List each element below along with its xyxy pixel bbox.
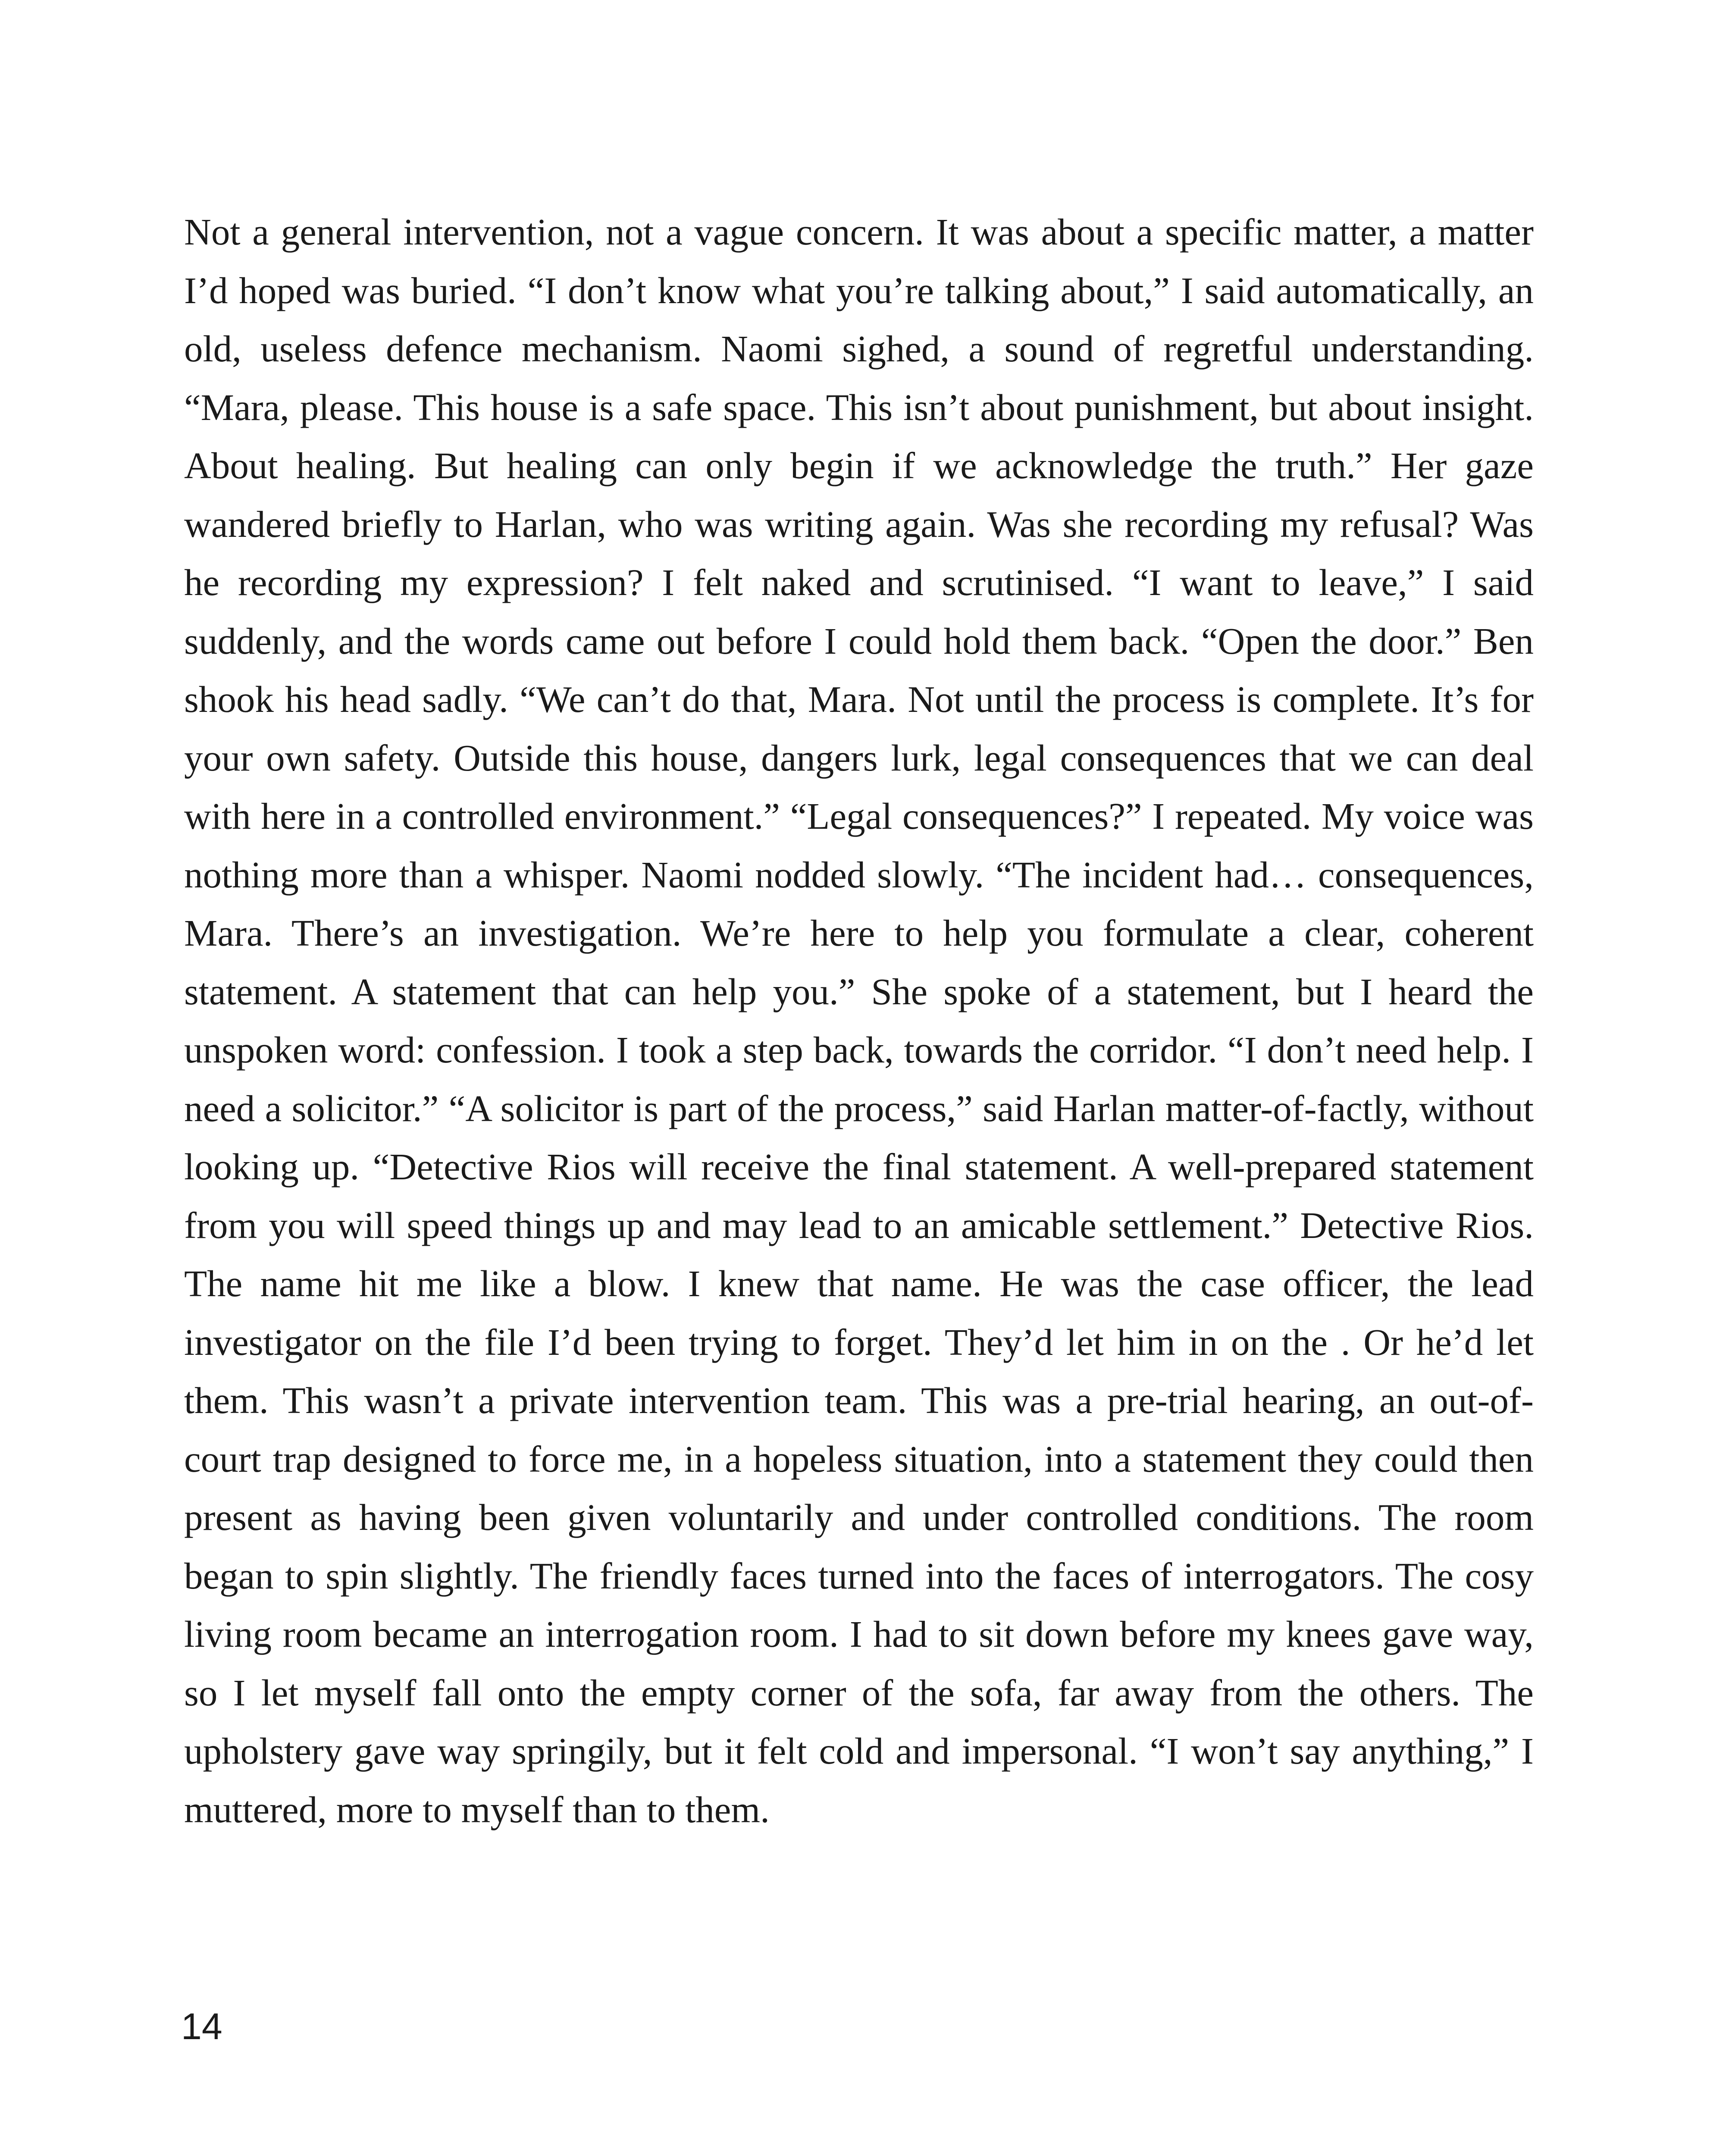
page-number: 14 <box>181 2006 222 2047</box>
body-paragraph: Not a general intervention, not a vague concern. It was about a specific matter, a matter I’d hoped was buried. “I don’t know what you’re talking about,” I said automatically, an old, useless defence mechanism. Naomi sighed, a sound of regretful understanding. “Mara, please. This house is a safe space. This isn’t about punishment, but about insight. About healing. But healing can only begin if we acknowledge the truth.” Her gaze wandered briefly to Harlan, who was writing again. Was she recording my refusal? Was he recording my expression? I felt naked and scrutinised. “I want to leave,” I said suddenly, and the words came out before I could hold them back. “Open the door.” Ben shook his head sadly. “We can’t do that, Mara. Not until the process is complete. It’s for your own safety. Outside this house, dangers lurk, legal consequences that we can deal with here in a controlled environment.” “Legal consequences?” I repeated. My voice was nothing more than a whisper. Naomi nodded slowly. “The incident had… consequences, Mara. There’s an investigation. We’re here to help you formulate a clear, coherent statement. A statement that can help you.” She spoke of a statement, but I heard the unspoken word: confession. I took a step back, towards the corridor. “I don’t need help. I need a solicitor.” “A solicitor is part of the process,” said Harlan matter-of-factly, without looking up. “Detective Rios will receive the final statement. A well-prepared statement from you will speed things up and may lead to an amicable settlement.” Detective Rios. The name hit me like a blow. I knew that name. He was the case officer, the lead investigator on the file I’d been trying to forget. They’d let him in on the . Or he’d let them. This wasn’t a private intervention team. This was a pre-trial hearing, an out-of-court trap designed to force me, in a hopeless situation, into a statement they could then present as having been given voluntarily and under controlled conditions. The room began to spin slightly. The friendly faces turned into the faces of interrogators. The cosy living room became an interrogation room. I had to sit down before my knees gave way, so I let myself fall onto the empty corner of the sofa, far away from the others. The upholstery gave way springily, but it felt cold and impersonal. “I won’t say anything,” I muttered, more to myself than to them. <box>184 211 1534 1830</box>
